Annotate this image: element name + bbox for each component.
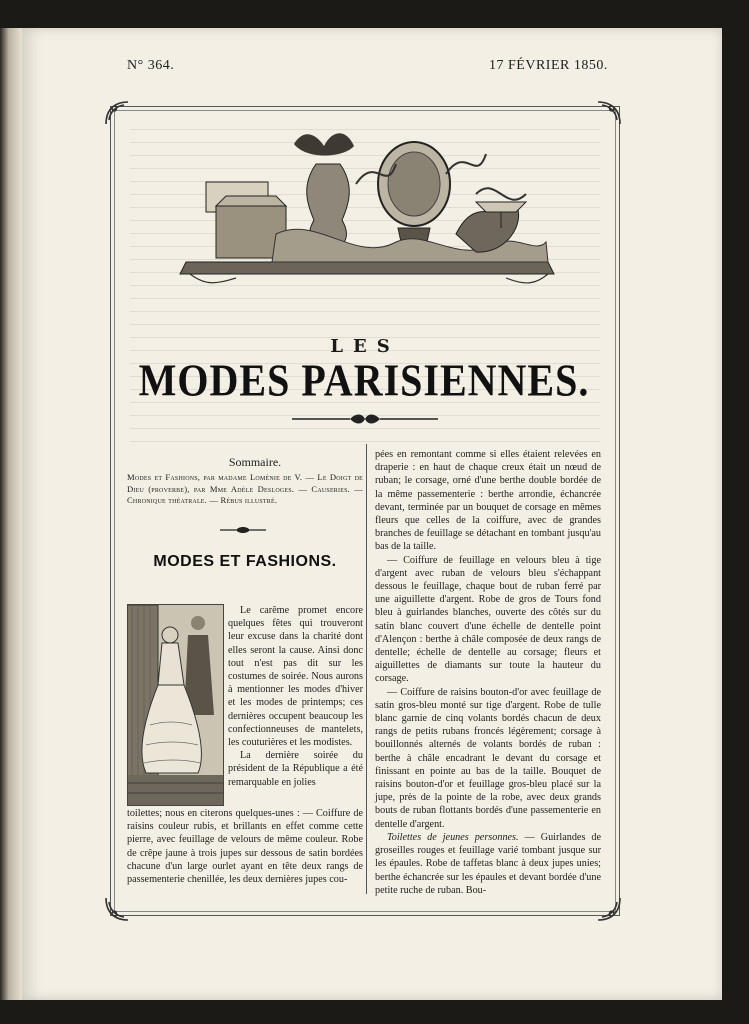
sommaire-contents: Modes et Fashions, par madame Loménie de V. — Le Doigt de Dieu (proverbe), par Mme Adèle Desloges. — Causeries. — Chronique théatrale. — Rébus illustré. bbox=[127, 472, 363, 505]
sommaire-heading: Sommaire. bbox=[228, 455, 282, 469]
scan-background bbox=[0, 1000, 749, 1024]
still-life-vignette bbox=[176, 124, 559, 302]
corner-ornament-icon bbox=[104, 896, 130, 922]
column-divider bbox=[366, 444, 367, 894]
issue-number: N° 364. bbox=[127, 58, 175, 73]
toilettes-heading: Toilettes de jeunes personnes. bbox=[387, 831, 519, 843]
masthead-les: LES bbox=[330, 336, 400, 357]
title-ornament-rule bbox=[290, 412, 440, 426]
article-paragraph: Le carême promet encore quelques fêtes qui trouveront leur excuse dans la charité dont elles seront la cause. Ainsi donc tout n'est pas dit sur les costumes de soirée. Nous aurons à mentionner les modes d'hiver et les modes de printemps; ces dernières occupent beaucoup les confectionneuses de mantelets, les couturières et les modistes. bbox=[228, 605, 363, 749]
corner-ornament-icon bbox=[596, 100, 622, 126]
issue-date: 17 FÉVRIER 1850. bbox=[489, 58, 608, 73]
article-paragraph: toilettes; nous en citerons quelques-unes : — Coiffure de raisins couleur rubis, et brillants en effet comme cette pierre, avec feuillage de velours de même couleur. Robe de crêpe jaune à trois jupes sur dessous de satin bordées chacune d'un large ourlet ayant en tête deux rangs de passementerie chenillée, les deux dernières jupes cou- bbox=[127, 808, 363, 886]
article-paragraph: — Coiffure de raisins bouton-d'or avec feuillage de satin gros-bleu monté sur tige d'argent. Robe de tulle blanc garnie de cinq volants bordés chacun de deux rangs de petits rubans froncés légèrement; corsage à bouillonnés alternés de volants bordés de ruban : berthe à châle encadrant le devant du corsage et finissant en pointe au bas de la taille. Bouquet de raisins bouton-d'or et feuillage gros-bleu placé sur la jupe, près de la pointe de la robe, avec deux grands bouts de ruban flottants bordés d'une passementerie en dentelle d'argent. bbox=[375, 686, 601, 830]
section-ornament bbox=[218, 526, 268, 534]
article-paragraph bbox=[375, 831, 601, 897]
article-paragraph: pées en remontant comme si elles étaient relevées en draperie : en haut de chaque creux était un nœud de ruban; le corsage, orné d'une berthe double bordée de la même passementerie : berthe arrondie, échancrée devant, terminée par un bouquet de corsage en mêmes fleurs que celles de la coiffure, avec de grandes branches de feuillage se détachant en tombant jusqu'au bas de la taille. bbox=[375, 449, 601, 553]
book-spine bbox=[0, 28, 22, 1000]
article-paragraph: — Coiffure de feuillage en velours bleu à tige d'argent avec ruban de velours bleu s'échappant dessous le feuillage, chaque bout de ruban ferré par une aiguillette d'argent. Robe de gros de Tours fond bleu à guirlandes blanches, ouverte des côtés sur du satin blanc couvert d'une échelle de dentelle point d'Alençon : berthe à châle composée de deux rangs de dentelle; échelle de dentelle au corsage; fleurs et aiguillettes de diamants sur toute la hauteur du corsage. bbox=[375, 554, 601, 685]
article-paragraph: La dernière soirée du président de la République a été remarquable en jolies bbox=[228, 750, 363, 788]
article-text-continued bbox=[127, 807, 363, 886]
toilettes-text: — Guirlandes de groseilles rouges et feuillage varié tombant jusque sur les épaules. Robe de taffetas blanc à deux jupes unies; berthe échancrée sur les épaules et devant bordée d'une petite ruche de ruban. Bou- bbox=[375, 831, 601, 896]
corner-ornament-icon bbox=[596, 896, 622, 922]
corner-ornament-icon bbox=[104, 100, 130, 126]
fashion-engraving bbox=[127, 604, 224, 806]
article-text-right-column bbox=[375, 448, 601, 897]
article-text-wrapped bbox=[228, 604, 363, 789]
section-title: MODES ET FASHIONS. bbox=[153, 553, 337, 570]
masthead-title: MODES PARISIENNES. bbox=[138, 354, 590, 406]
